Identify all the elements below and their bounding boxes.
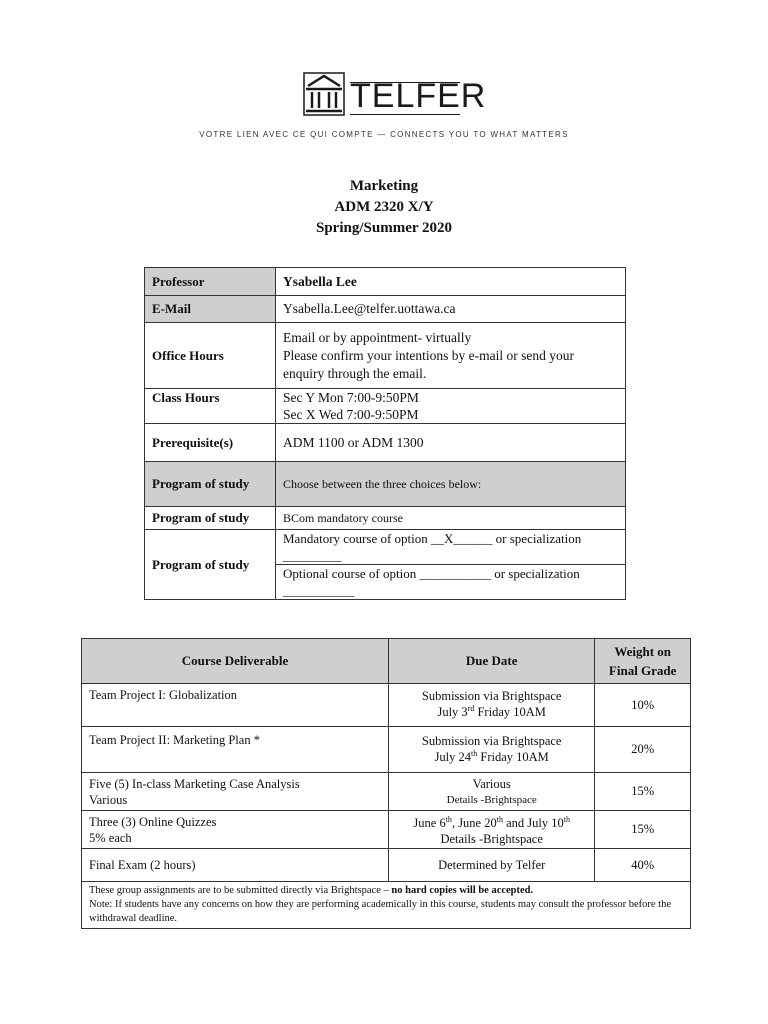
- course-info-table: [144, 267, 626, 600]
- date-suffix: rd: [467, 704, 475, 714]
- due-line: [396, 749, 587, 765]
- table-row: [145, 268, 626, 296]
- date-suffix: th: [563, 814, 570, 824]
- deliverable-name-line: Various: [89, 792, 128, 807]
- due-line: Details -Brightspace: [440, 832, 543, 847]
- note-line: Note: If students have any concerns on how they are performing academically in this course, students may consult the professor before the withdrawal deadline.: [89, 899, 671, 924]
- office-hours-value: [276, 323, 626, 389]
- tagline: VOTRE LIEN AVEC CE QUI COMPTE — CONNECTS YOU TO WHAT MATTERS: [199, 130, 569, 139]
- table-row: [145, 389, 626, 424]
- program-bcom: BCom mandatory course: [276, 507, 626, 530]
- class-hours-value: [276, 389, 626, 424]
- table-row: [82, 811, 691, 849]
- deliverable-due: [389, 811, 595, 849]
- column-header: Course Deliverable: [82, 639, 389, 684]
- table-row: [82, 882, 691, 929]
- due-date-text: and July 10: [502, 816, 564, 831]
- professor-name: Ysabella Lee: [276, 268, 626, 296]
- class-hours-line: Sec Y Mon 7:00-9:50PM: [283, 390, 419, 405]
- deliverable-name: Team Project II: Marketing Plan *: [82, 727, 389, 773]
- course-title-block: [0, 176, 768, 239]
- office-hours-line: Please confirm your intentions by e-mail or send your enquiry through the email.: [283, 347, 574, 381]
- due-date-text: Friday 10AM: [474, 705, 546, 720]
- deliverable-weight: 40%: [595, 849, 691, 882]
- deliverable-name-line: Three (3) Online Quizzes: [89, 814, 217, 829]
- program-optional: Optional course of option ___________ or specialization ___________: [276, 565, 626, 600]
- deliverables-table: [81, 638, 691, 929]
- table-row: [82, 773, 691, 811]
- table-row: [82, 849, 691, 882]
- deliverable-name-line: 5% each: [89, 830, 132, 845]
- class-hours-label: Class Hours: [145, 389, 276, 424]
- due-date-text: , June 20: [451, 816, 497, 831]
- deliverable-name: [82, 811, 389, 849]
- deliverable-due: Determined by Telfer: [389, 849, 595, 882]
- deliverable-weight: 10%: [595, 684, 691, 727]
- deliverable-weight: 15%: [595, 811, 691, 849]
- date-suffix: th: [496, 814, 503, 824]
- class-hours-line: Sec X Wed 7:00-9:50PM: [283, 407, 419, 422]
- deliverables-note: [82, 882, 691, 929]
- deliverable-name: [82, 773, 389, 811]
- deliverable-name: Team Project I: Globalization: [82, 684, 389, 727]
- prerequisite-value: ADM 1100 or ADM 1300: [276, 424, 626, 462]
- program-label: Program of study: [145, 507, 276, 530]
- table-row: [145, 323, 626, 389]
- due-date-text: July 24: [434, 750, 472, 765]
- due-line: Details -Brightspace: [446, 793, 537, 806]
- logo-wordmark: TELFER: [350, 77, 487, 115]
- column-header: Weight on Final Grade: [595, 639, 691, 684]
- table-row: [82, 684, 691, 727]
- deliverable-name: Final Exam (2 hours): [82, 849, 389, 882]
- deliverable-due: [389, 684, 595, 727]
- office-hours-label: Office Hours: [145, 323, 276, 389]
- table-row: [145, 462, 626, 507]
- table-row: [145, 507, 626, 530]
- due-date-text: Friday 10AM: [477, 750, 549, 765]
- table-row: [145, 530, 626, 565]
- due-date-text: July 3: [437, 705, 468, 720]
- date-suffix: th: [445, 814, 452, 824]
- table-row: [145, 296, 626, 323]
- deliverable-weight: 15%: [595, 773, 691, 811]
- date-suffix: th: [471, 748, 478, 758]
- table-header-row: [82, 639, 691, 684]
- deliverable-weight: 20%: [595, 727, 691, 773]
- table-row: [82, 727, 691, 773]
- note-emphasis: no hard copies will be accepted.: [391, 885, 534, 896]
- professor-label: Professor: [145, 268, 276, 296]
- email-value: Ysabella.Lee@telfer.uottawa.ca: [276, 296, 626, 323]
- note-text: These group assignments are to be submitted directly via Brightspace –: [89, 885, 392, 896]
- column-header: Due Date: [389, 639, 595, 684]
- due-line: Submission via Brightspace: [421, 733, 562, 748]
- program-choose: Choose between the three choices below:: [276, 462, 626, 507]
- deliverable-name-line: Five (5) In-class Marketing Case Analysis: [89, 776, 300, 791]
- program-label: Program of study: [145, 530, 276, 600]
- deliverable-due: [389, 727, 595, 773]
- due-line: Various: [472, 776, 511, 791]
- table-row: [145, 424, 626, 462]
- due-date-text: June 6: [413, 816, 446, 831]
- deliverable-due: [389, 773, 595, 811]
- program-label: Program of study: [145, 462, 276, 507]
- email-label: E-Mail: [145, 296, 276, 323]
- note-line: [89, 884, 683, 898]
- course-name: Marketing: [349, 178, 419, 194]
- office-hours-line: Email or by appointment- virtually: [283, 329, 472, 345]
- due-line: Submission via Brightspace: [421, 689, 562, 704]
- course-term: Spring/Summer 2020: [316, 220, 452, 236]
- due-line: [396, 704, 587, 720]
- course-code: ADM 2320 X/Y: [334, 199, 434, 215]
- logo-rule-bottom: [350, 114, 460, 115]
- due-line: [396, 812, 587, 831]
- prerequisite-label: Prerequisite(s): [145, 424, 276, 462]
- program-mandatory: Mandatory course of option __X______ or specialization _________: [276, 530, 626, 565]
